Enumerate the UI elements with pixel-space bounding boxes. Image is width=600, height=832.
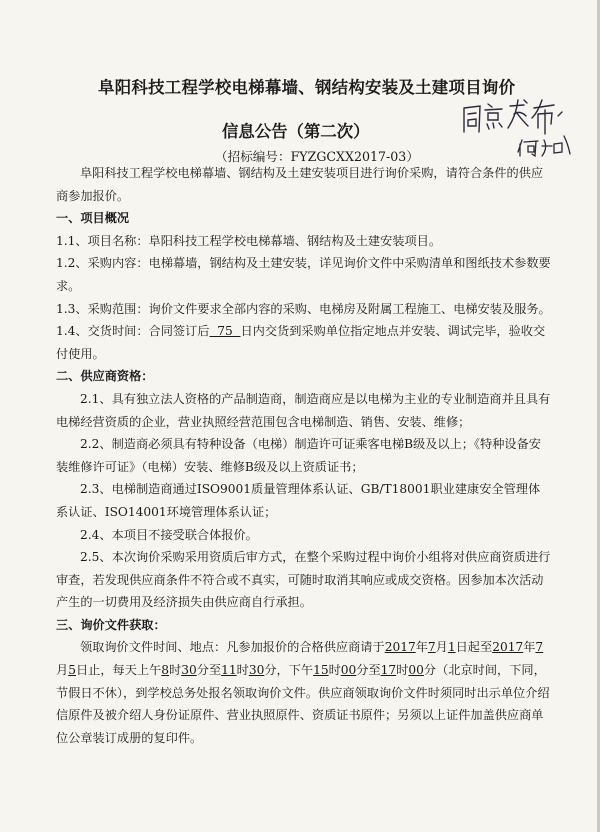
am-start-minute: 30 — [181, 663, 197, 678]
section-2-5: 2.5、本次询价采购采用资质后审方式，在整个采购过程中询价小组将对供应商资质进行审查，若发现供应商条件不符合或不真实，可随时取消其响应或成交资格。因参加本次活动产生的一切费用及经济损失由供应商自行承担。 — [56, 550, 551, 610]
s3-t2: 月 — [435, 640, 448, 655]
document-title: 阜阳科技工程学校电梯幕墙、钢结构安装及土建项目询价 — [98, 78, 516, 97]
section-1-4 — [56, 320, 552, 365]
delivery-days: 75 — [209, 324, 241, 339]
section-2-2: 2.2、制造商必须具有特种设备（电梯）制造许可证乘客电梯B级及以上；《特种设备安装维修许可证》（电梯）安装、维修B级及以上资质证书； — [56, 437, 541, 474]
pm-start-hour: 15 — [313, 663, 329, 678]
section-1-heading: 一、项目概况 — [56, 211, 130, 226]
s3-t1: 年 — [415, 640, 428, 655]
document-subtitle: 信息公告（第二次） — [222, 122, 370, 141]
s3-t5: 月 — [56, 663, 69, 678]
section-1-1: 1.1、项目名称：阜阳科技工程学校电梯幕墙、钢结构及土建安装项目。 — [56, 233, 442, 248]
s3-t4: 年 — [523, 640, 536, 655]
section-3-heading: 三、询价文件获取： — [56, 617, 166, 632]
end-day: 5 — [68, 663, 76, 678]
s3-t10: 分，下午 — [264, 663, 314, 678]
am-start-hour: 8 — [161, 663, 170, 678]
document-body — [56, 162, 552, 749]
section-1-4-post: 日内交货到采购单位指定地点并安装、调试完毕，验收交付使用。 — [56, 324, 546, 361]
s3-t14: 分（北京时间，下同，节假日不休），到学校总务处报名领取询价文件。供应商领取询价文件时须同时出示单位介绍信原件及被介绍人身份证原件、营业执照原件、资质证书原件；另须以上证件加盖供应商单位公章装订成册的复印件。 — [56, 663, 550, 745]
pm-start-minute: 00 — [340, 663, 357, 678]
section-1-4-pre: 1.4、交货时间：合同签订后 — [56, 324, 210, 339]
s3-t9: 时 — [236, 663, 249, 678]
start-month: 7 — [427, 640, 436, 655]
am-end-hour: 11 — [221, 663, 237, 678]
section-3-text — [56, 636, 552, 749]
s3-t3: 日起至 — [455, 640, 493, 655]
section-2-1: 2.1、具有独立法人资格的产品制造商，制造商应是以电梯为主业的专业制造商并且具有电梯经营资质的企业，营业执照经营范围包含电梯制造、销售、安装、维修； — [56, 391, 551, 429]
section-1-2: 1.2、采购内容：电梯幕墙，钢结构及土建安装，详见询价文件中采购清单和图纸技术参数要求。 — [56, 256, 551, 293]
end-year: 2017 — [492, 640, 524, 655]
s3-t13: 时 — [396, 663, 409, 678]
section-2-3: 2.3、电梯制造商通过ISO9001质量管理体系认证、GB/T18001职业建康安全管理体系认证、ISO14001环境管理体系认证； — [56, 482, 541, 519]
am-end-minute: 30 — [248, 663, 265, 678]
section-2-heading: 二、供应商资格： — [56, 369, 154, 384]
s3-t6: 日止，每天上午 — [75, 663, 162, 678]
handwritten-approval-signature — [458, 96, 576, 160]
start-day: 1 — [447, 640, 456, 655]
tender-number: （招标编号：FYZGCXX2017-03） — [215, 149, 419, 164]
pm-end-hour: 17 — [380, 663, 397, 678]
pm-end-minute: 00 — [408, 663, 424, 678]
s3-t12: 分至 — [356, 663, 381, 678]
end-month: 7 — [535, 640, 544, 655]
s3-t7: 时 — [169, 663, 182, 678]
s3-t0: 领取询价文件时间、地点：凡参加报价的合格供应商请于 — [80, 640, 385, 655]
section-1-3: 1.3、采购范围：询价文件要求全部内容的采购、电梯房及附属工程施工、电梯安装及服务。 — [56, 301, 551, 316]
s3-t11: 时 — [328, 663, 341, 678]
start-year: 2017 — [384, 640, 416, 655]
s3-t8: 分至 — [196, 663, 222, 678]
section-2-4: 2.4、本项目不接受联合体报价。 — [80, 527, 258, 542]
intro-paragraph: 阜阳科技工程学校电梯幕墙、钢结构及土建安装项目进行询价采购，请符合条件的供应商参加报价。 — [56, 166, 544, 203]
